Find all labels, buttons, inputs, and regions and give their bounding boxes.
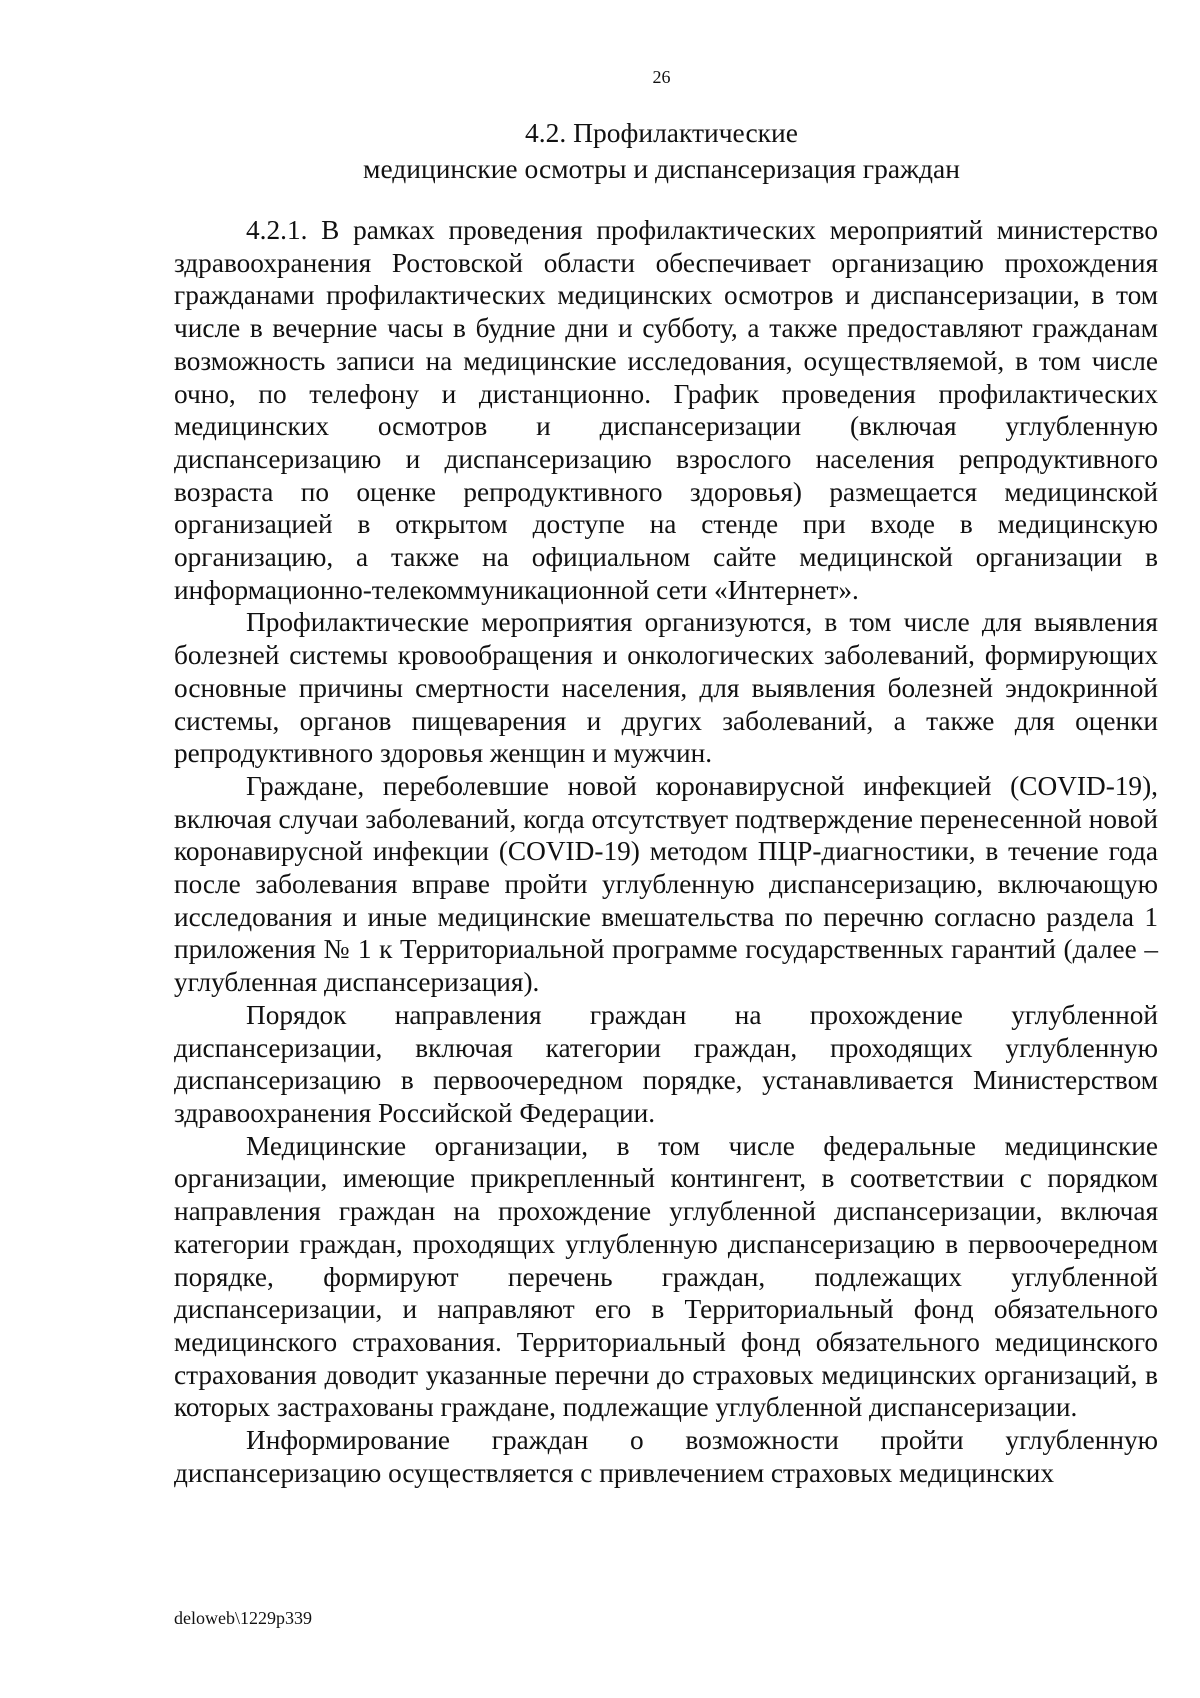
section-title-line-1: 4.2. Профилактические [525,117,798,148]
paragraph-medical-organizations: Медицинские организации, в том числе федеральные медицинские организации, имеющие прикрепленный контингент, в соответствии с порядком направления граждан на прохождение углубленной диспансеризации, включая категории граждан, проходящих углубленную диспансеризацию в первоочередном порядке, формируют перечень граждан, подлежащих углубленной диспансеризации, и направляют его в Территориальный фонд обязательного медицинского страхования. Территориальный фонд обязательного медицинского страхования доводит указанные перечни до страховых медицинских организаций, в которых застрахованы граждане, подлежащие углубленной диспансеризации. [174,1130,1158,1423]
body-text [174,214,1158,1489]
paragraph-preventive-measures: Профилактические мероприятия организуются, в том числе для выявления болезней системы кровообращения и онкологических заболеваний, формирующих основные причины смертности населения, для выявления болезней эндокринной системы, органов пищеварения и других заболеваний, а также для оценки репродуктивного здоровья женщин и мужчин. [174,607,1158,769]
section-title [0,115,1200,187]
page-number: 26 [652,67,671,87]
paragraph-4-2-1: 4.2.1. В рамках проведения профилактических мероприятий министерство здравоохранения Ростовской области обеспечивает организацию прохождения гражданами профилактических медицинских осмотров и диспансеризации, в том числе в вечерние часы в будние дни и субботу, а также предоставляют гражданам возможность записи на медицинские исследования, осуществляемой, в том числе очно, по телефону и дистанционно. График проведения профилактических медицинских осмотров и диспансеризации (включая углубленную диспансеризацию и диспансеризацию взрослого населения репродуктивного возраста по оценке репродуктивного здоровья) размещается медицинской организацией в открытом доступе на стенде при входе в медицинскую организацию, а также на официальном сайте медицинской организации в информационно-телекоммуникационной сети «Интернет». [174,215,1158,605]
paragraph-covid-citizens: Граждане, переболевшие новой коронавирусной инфекцией (COVID-19), включая случаи заболеваний, когда отсутствует подтверждение перенесенной новой коронавирусной инфекции (COVID-19) методом ПЦР-диагностики, в течение года после заболевания вправе пройти углубленную диспансеризацию, включающую исследования и иные медицинские вмешательства по перечню согласно раздела 1 приложения № 1 к Территориальной программе государственных гарантий (далее – углубленная диспансеризация). [174,770,1158,998]
footer-document-ref: deloweb\1229p339 [174,1608,312,1628]
paragraph-referral-procedure: Порядок направления граждан на прохождение углубленной диспансеризации, включая категории граждан, проходящих углубленную диспансеризацию в первоочередном порядке, устанавливается Министерством здравоохранения Российской Федерации. [174,999,1158,1128]
section-title-line-2: медицинские осмотры и диспансеризация граждан [363,153,960,184]
paragraph-informing-citizens: Информирование граждан о возможности пройти углубленную диспансеризацию осуществляется с привлечением страховых медицинских [174,1425,1158,1488]
